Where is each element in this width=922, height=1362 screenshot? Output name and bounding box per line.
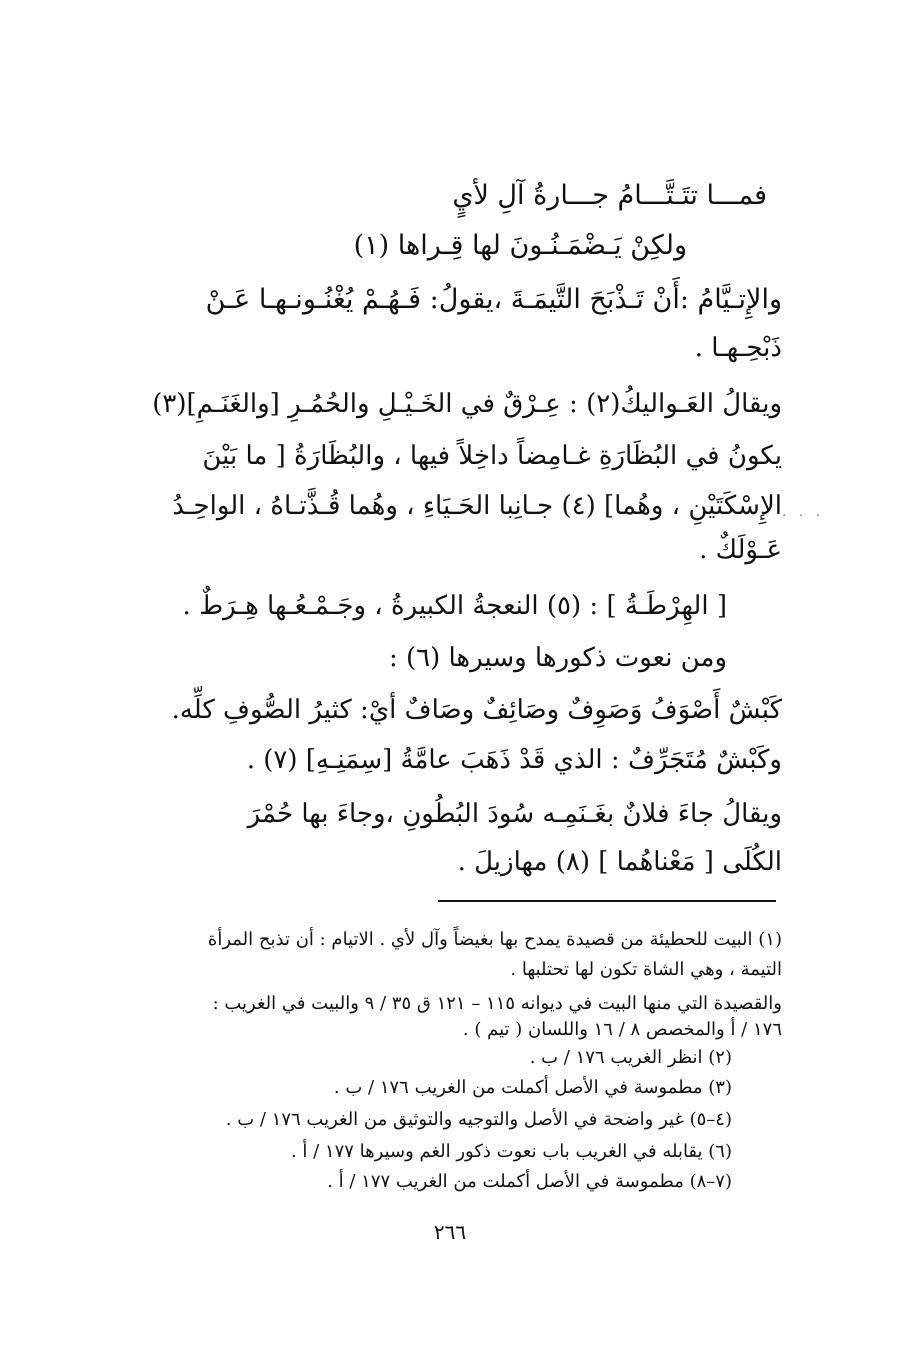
- text-line-14: الكُلَى [ مَعْناهُما ] (٨) مهازيلَ .: [457, 847, 782, 877]
- footnote-rule: [438, 900, 776, 902]
- text-line-7: الإِسْكَتَيْنِ ، وهُما] (٤) جـانِبا الحَـيَاءِ ، وهُما قُـذَّتـاهُ ، الواحِـدُ: [172, 491, 782, 521]
- footnote-line-1: (١) البيت للحطيئة من قصيدة يمدح بها بغيضاً وآل لأي . الاتيام : أن تذبح المرأة: [207, 929, 782, 950]
- text-line-11: كَبْشٌ أَصْوَفُ وَصَوِفٌ وصَائِفٌ وصَافٌ أيْ: كثيرُ الصُّوفِ كلِّه.: [171, 695, 782, 725]
- verse-line-2: ولكِنْ يَـضْمَـنُـونَ لها قِـراها (١): [353, 230, 687, 261]
- footnote-line-3: والقصيدة التي منها البيت في ديوانه ١١٥ – ١٢١ ق ٣٥ / ٩ والبيت في الغريب :: [212, 993, 782, 1014]
- text-line-8: عَـوْلَكٌ .: [699, 535, 782, 565]
- page-number: ٢٦٦: [433, 1220, 467, 1244]
- footnote-line-8: (٦) يقابله في الغريب باب نعوت ذكور الغم وسيرها ١٧٧ / أ .: [290, 1141, 732, 1162]
- text-line-4: ذَبْحِـهـا .: [694, 333, 782, 363]
- footnote-line-7: (٤–٥) غير واضحة في الأصل والتوجيه والتوثيق من الغريب ١٧٦ / ب .: [225, 1109, 732, 1130]
- text-line-9: [ الهِرْطَـةُ ] : (٥) النعجةُ الكبيرةُ ، وجَـمْـعُـها هِـرَطٌ .: [182, 591, 727, 621]
- verse-line-1: فمـــا تتَـتَّـــامُ جـــارةُ آلِ لأيٍ: [452, 180, 767, 211]
- margin-mark: · · ·: [782, 508, 825, 524]
- text-line-3: والإِتـيَّامُ :أَنْ تَـذْبَحَ التَّيمَـةَ ،يقولُ: فَـهُـمْ يُغْنُـونـهـا عَـنْ: [205, 284, 782, 315]
- text-line-5: ويقالُ العَـواليكُ(٢) : عِـرْقٌ في الخَـيْـلِ والحُمُـرِ [والغَنَـمِ](٣): [152, 389, 782, 419]
- text-line-13: ويقالُ جاءَ فلانٌ بغَـنَمِـه سُودَ البُطُونِ ،وجاءَ بها حُمْرَ: [247, 799, 782, 829]
- footnote-line-6: (٣) مطموسة في الأصل أكملت من الغريب ١٧٦ / ب .: [333, 1077, 732, 1098]
- footnote-line-4: ١٧٦ / أ والمخصص ٨ / ١٦ واللسان ( تيم ) .: [462, 1019, 782, 1040]
- text-line-10: ومن نعوت ذكورها وسيرها (٦) :: [388, 643, 727, 673]
- footnote-line-5: (٢) انظر الغريب ١٧٦ / ب .: [529, 1047, 732, 1068]
- text-line-12: وكَبْشٌ مُتَجَرِّفٌ : الذي قَدْ ذَهَبَ عامَّةُ [سِمَنِـهِ] (٧) .: [246, 745, 782, 775]
- footnote-line-2: التيمة ، وهي الشاة تكون لها تحتلبها .: [510, 959, 782, 980]
- footnote-line-9: (٧–٨) مطموسة في الأصل أكملت من الغريب ١٧٧ / أ .: [327, 1171, 732, 1192]
- text-line-6: يكونُ في البُظَارَةِ غـامِضاً داخِلاً فيها ، والبُظَارَةُ [ ما بَيْنَ: [202, 441, 782, 471]
